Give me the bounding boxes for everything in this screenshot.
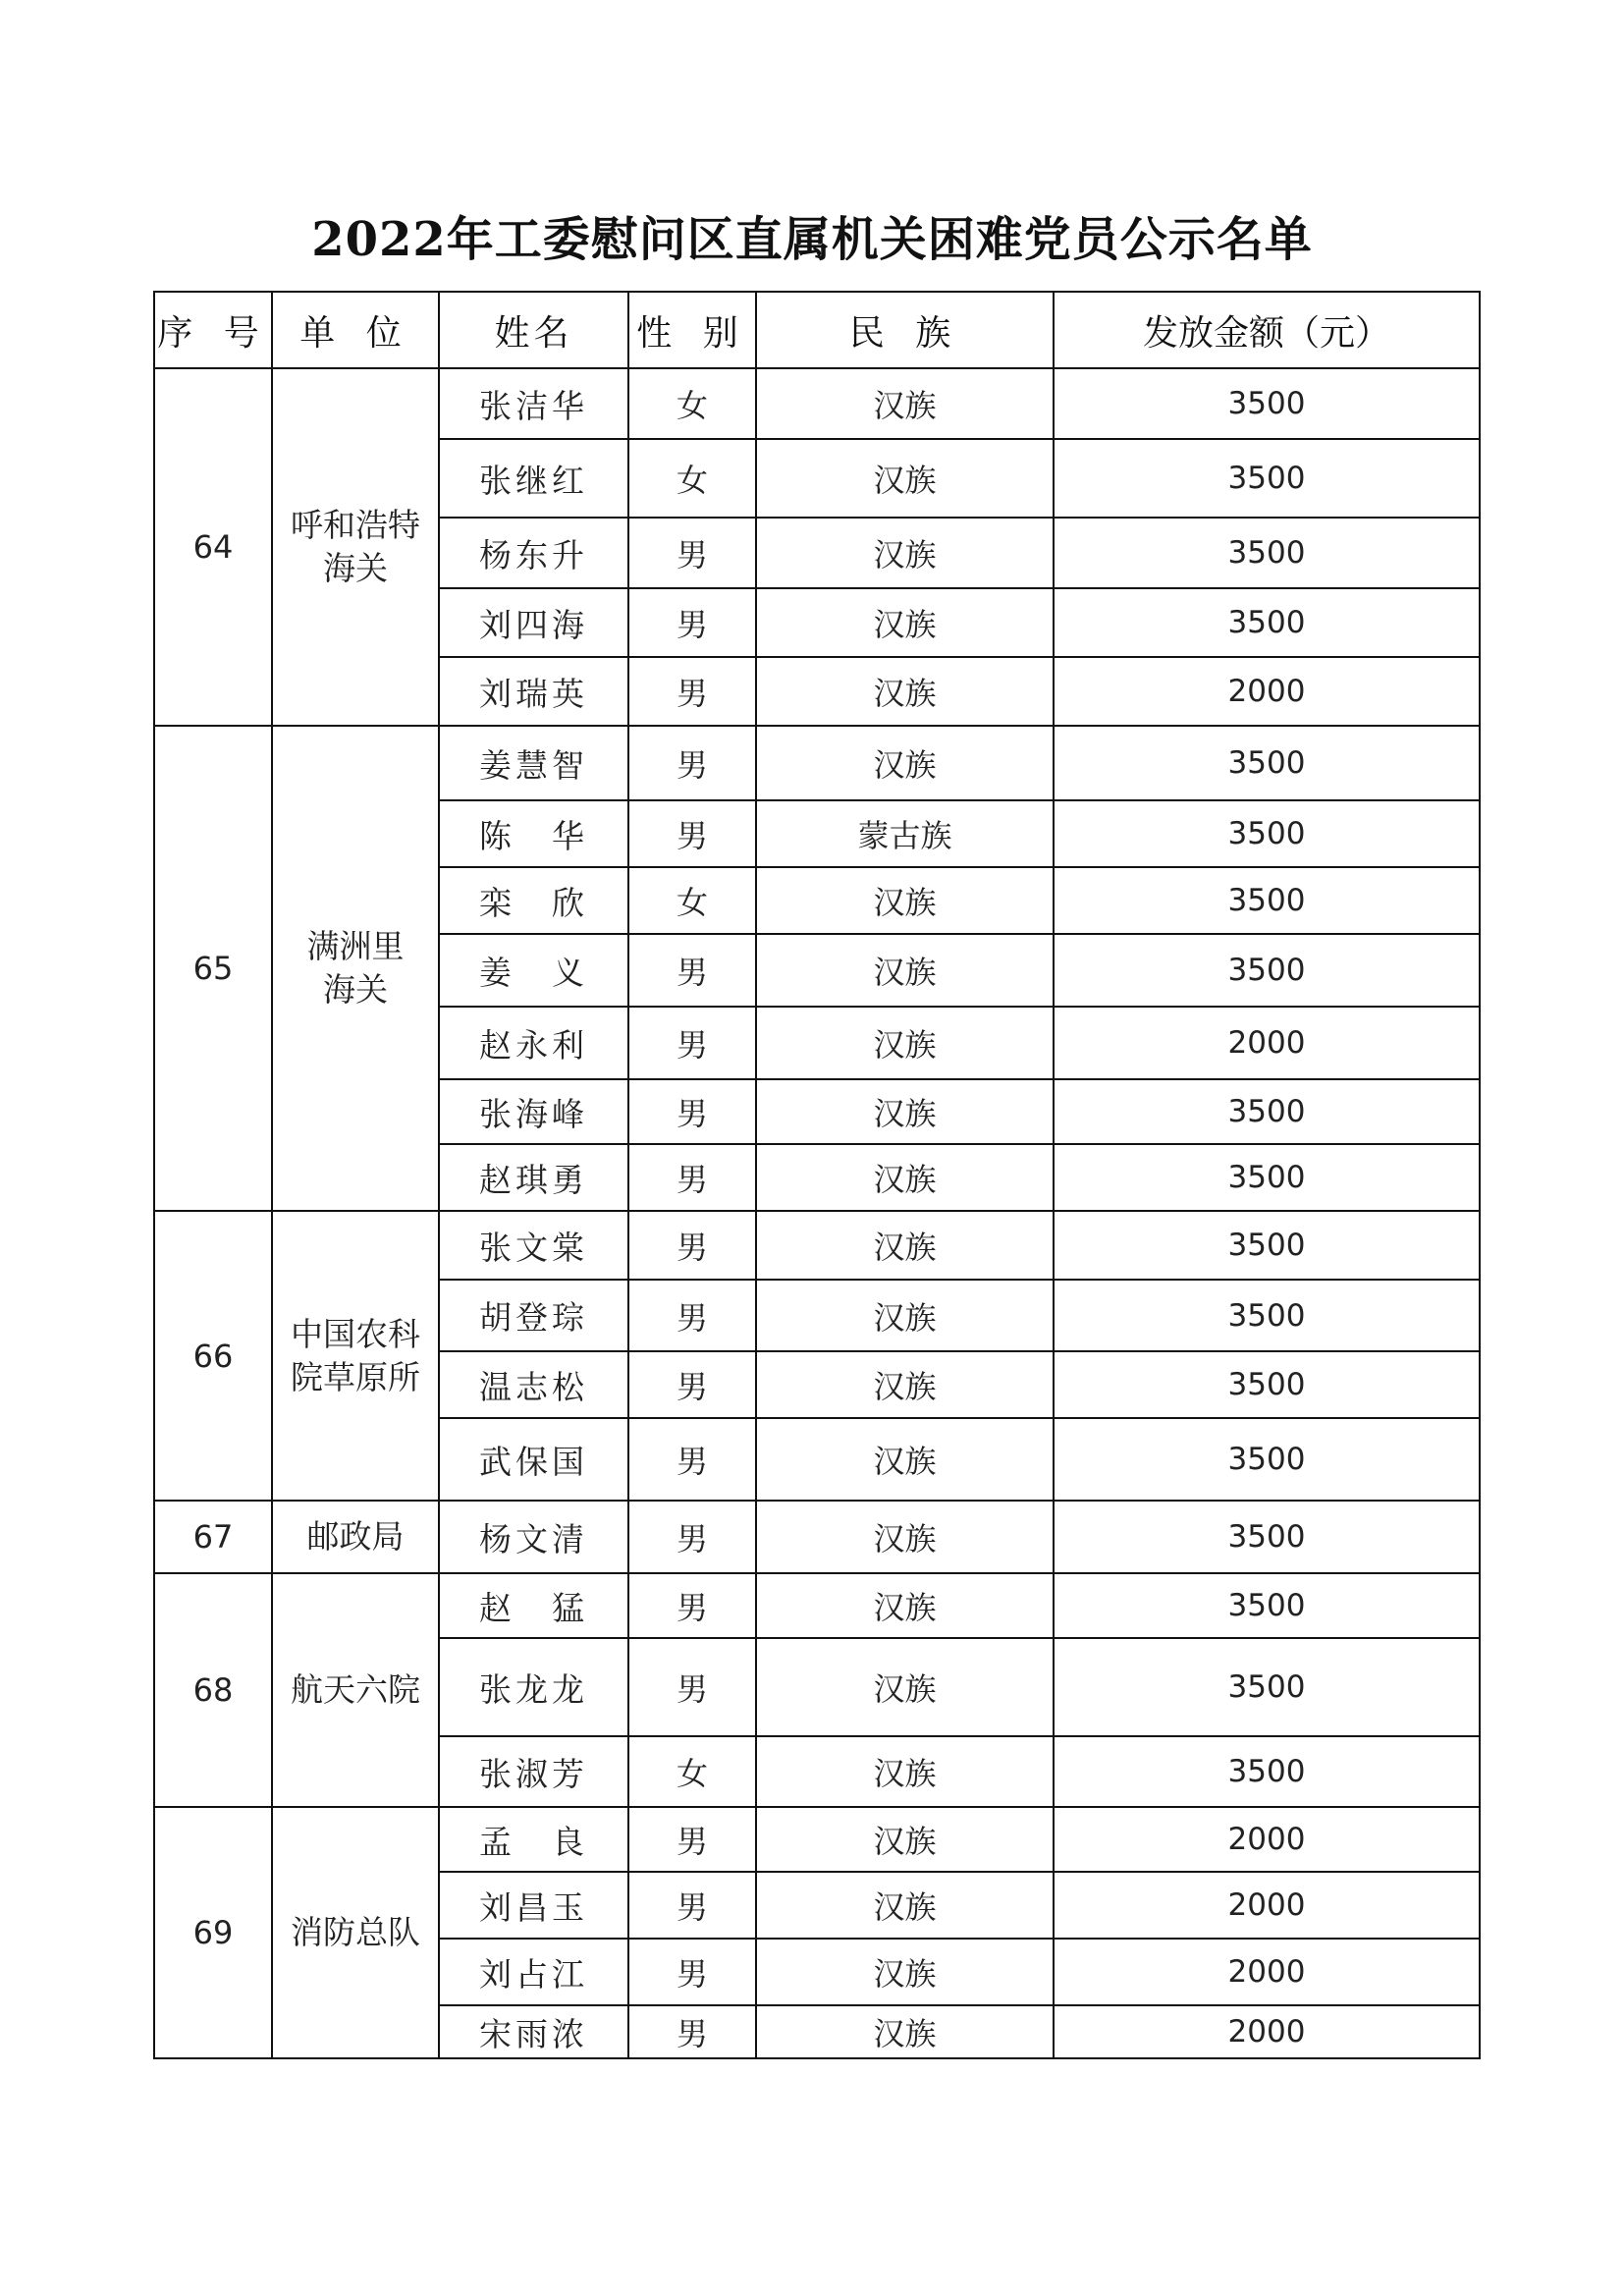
table-row <box>154 1807 1480 1872</box>
header-unit: 单 位 <box>272 292 439 368</box>
ethnicity-cell: 汉族 <box>756 439 1054 518</box>
group-unit-cell <box>272 1501 439 1573</box>
amount-cell: 3500 <box>1054 439 1480 518</box>
gender-cell: 男 <box>628 1418 756 1501</box>
ethnicity-cell: 汉族 <box>756 1638 1054 1736</box>
page-title: 2022年工委慰问区直属机关困难党员公示名单 <box>311 212 1313 267</box>
ethnicity-cell: 汉族 <box>756 657 1054 726</box>
name-cell: 张海峰 <box>439 1079 628 1144</box>
name-cell: 温志松 <box>439 1351 628 1418</box>
unit-line: 满洲里 <box>306 927 405 965</box>
group-seq-cell: 64 <box>154 368 272 726</box>
header-amount: 发放金额（元） <box>1054 292 1480 368</box>
ethnicity-cell: 汉族 <box>756 1280 1054 1351</box>
amount-cell: 3500 <box>1054 588 1480 657</box>
amount-cell: 3500 <box>1054 368 1480 439</box>
gender-cell: 男 <box>628 1211 756 1280</box>
amount-cell: 2000 <box>1054 1872 1480 1939</box>
ethnicity-cell: 汉族 <box>756 2005 1054 2058</box>
name-cell: 姜慧智 <box>439 726 628 800</box>
table-row <box>154 368 1480 439</box>
name-cell: 张文棠 <box>439 1211 628 1280</box>
amount-cell: 3500 <box>1054 518 1480 588</box>
ethnicity-cell: 汉族 <box>756 1418 1054 1501</box>
name-cell: 张龙龙 <box>439 1638 628 1736</box>
header-gender: 性 别 <box>628 292 756 368</box>
unit-line: 呼和浩特 <box>291 506 420 544</box>
amount-cell: 3500 <box>1054 1144 1480 1211</box>
header-name: 姓名 <box>439 292 628 368</box>
group-unit-cell <box>272 1211 439 1501</box>
name-cell: 刘瑞英 <box>439 657 628 726</box>
ethnicity-cell: 汉族 <box>756 934 1054 1007</box>
amount-cell: 3500 <box>1054 934 1480 1007</box>
gender-cell: 男 <box>628 1280 756 1351</box>
ethnicity-cell: 汉族 <box>756 588 1054 657</box>
ethnicity-cell: 汉族 <box>756 518 1054 588</box>
amount-cell: 3500 <box>1054 1211 1480 1280</box>
amount-cell: 3500 <box>1054 1351 1480 1418</box>
unit-line: 海关 <box>323 549 388 587</box>
name-cell: 胡登琮 <box>439 1280 628 1351</box>
gender-cell: 男 <box>628 1144 756 1211</box>
table-row <box>154 1573 1480 1638</box>
ethnicity-cell: 汉族 <box>756 1079 1054 1144</box>
amount-cell: 2000 <box>1054 1007 1480 1079</box>
gender-cell: 男 <box>628 726 756 800</box>
group-unit-cell <box>272 1573 439 1807</box>
name-cell: 孟 良 <box>439 1807 628 1872</box>
ethnicity-cell: 汉族 <box>756 368 1054 439</box>
group-unit-cell <box>272 726 439 1211</box>
name-cell: 刘昌玉 <box>439 1872 628 1939</box>
gender-cell: 男 <box>628 1638 756 1736</box>
amount-cell: 3500 <box>1054 800 1480 867</box>
gender-cell: 男 <box>628 588 756 657</box>
ethnicity-cell: 汉族 <box>756 1351 1054 1418</box>
group-seq-cell: 67 <box>154 1501 272 1573</box>
name-cell: 陈 华 <box>439 800 628 867</box>
amount-cell: 3500 <box>1054 1280 1480 1351</box>
name-cell: 姜 义 <box>439 934 628 1007</box>
gender-cell: 男 <box>628 518 756 588</box>
amount-cell: 3500 <box>1054 1573 1480 1638</box>
unit-line: 海关 <box>323 970 388 1009</box>
gender-cell: 女 <box>628 867 756 934</box>
gender-cell: 男 <box>628 800 756 867</box>
group-seq-cell: 68 <box>154 1573 272 1807</box>
group-unit-cell <box>272 1807 439 2058</box>
name-cell: 刘占江 <box>439 1939 628 2005</box>
gender-cell: 男 <box>628 1573 756 1638</box>
gender-cell: 男 <box>628 1501 756 1573</box>
gender-cell: 女 <box>628 1736 756 1807</box>
name-cell: 张洁华 <box>439 368 628 439</box>
gender-cell: 男 <box>628 1807 756 1872</box>
name-cell: 赵琪勇 <box>439 1144 628 1211</box>
header-row <box>154 292 1480 368</box>
ethnicity-cell: 汉族 <box>756 1501 1054 1573</box>
amount-cell: 3500 <box>1054 1418 1480 1501</box>
ethnicity-cell: 汉族 <box>756 726 1054 800</box>
ethnicity-cell: 汉族 <box>756 1211 1054 1280</box>
ethnicity-cell: 汉族 <box>756 1007 1054 1079</box>
gender-cell: 男 <box>628 1872 756 1939</box>
gender-cell: 女 <box>628 368 756 439</box>
ethnicity-cell: 汉族 <box>756 1144 1054 1211</box>
name-cell: 杨文清 <box>439 1501 628 1573</box>
name-cell: 刘四海 <box>439 588 628 657</box>
unit-line: 中国农科 <box>291 1314 420 1353</box>
name-cell: 宋雨浓 <box>439 2005 628 2058</box>
ethnicity-cell: 汉族 <box>756 867 1054 934</box>
unit-line: 邮政局 <box>306 1517 405 1556</box>
amount-cell: 3500 <box>1054 1736 1480 1807</box>
ethnicity-cell: 汉族 <box>756 1736 1054 1807</box>
name-cell: 武保国 <box>439 1418 628 1501</box>
unit-line: 航天六院 <box>291 1670 420 1709</box>
ethnicity-cell: 蒙古族 <box>756 800 1054 867</box>
ethnicity-cell: 汉族 <box>756 1807 1054 1872</box>
ethnicity-cell: 汉族 <box>756 1573 1054 1638</box>
group-seq-cell: 69 <box>154 1807 272 2058</box>
amount-cell: 2000 <box>1054 657 1480 726</box>
gender-cell: 男 <box>628 934 756 1007</box>
amount-cell: 2000 <box>1054 1939 1480 2005</box>
amount-cell: 3500 <box>1054 1638 1480 1736</box>
name-cell: 栾 欣 <box>439 867 628 934</box>
gender-cell: 男 <box>628 1351 756 1418</box>
table-row <box>154 726 1480 800</box>
gender-cell: 男 <box>628 657 756 726</box>
name-cell: 张淑芳 <box>439 1736 628 1807</box>
gender-cell: 女 <box>628 439 756 518</box>
roster-body <box>154 368 1480 2058</box>
group-unit-cell <box>272 368 439 726</box>
ethnicity-cell: 汉族 <box>756 1872 1054 1939</box>
name-cell: 赵 猛 <box>439 1573 628 1638</box>
header-ethnicity: 民 族 <box>756 292 1054 368</box>
amount-cell: 3500 <box>1054 726 1480 800</box>
group-seq-cell: 65 <box>154 726 272 1211</box>
gender-cell: 男 <box>628 1079 756 1144</box>
amount-cell: 3500 <box>1054 867 1480 934</box>
gender-cell: 男 <box>628 1007 756 1079</box>
table-row <box>154 1501 1480 1573</box>
amount-cell: 3500 <box>1054 1079 1480 1144</box>
name-cell: 赵永利 <box>439 1007 628 1079</box>
amount-cell: 2000 <box>1054 2005 1480 2058</box>
amount-cell: 2000 <box>1054 1807 1480 1872</box>
unit-line: 消防总队 <box>291 1913 420 1951</box>
ethnicity-cell: 汉族 <box>756 1939 1054 2005</box>
roster-table <box>153 291 1481 2059</box>
table-row <box>154 1211 1480 1280</box>
name-cell: 杨东升 <box>439 518 628 588</box>
unit-line: 院草原所 <box>291 1357 420 1396</box>
amount-cell: 3500 <box>1054 1501 1480 1573</box>
group-seq-cell: 66 <box>154 1211 272 1501</box>
gender-cell: 男 <box>628 2005 756 2058</box>
header-seq: 序 号 <box>154 292 272 368</box>
name-cell: 张继红 <box>439 439 628 518</box>
gender-cell: 男 <box>628 1939 756 2005</box>
